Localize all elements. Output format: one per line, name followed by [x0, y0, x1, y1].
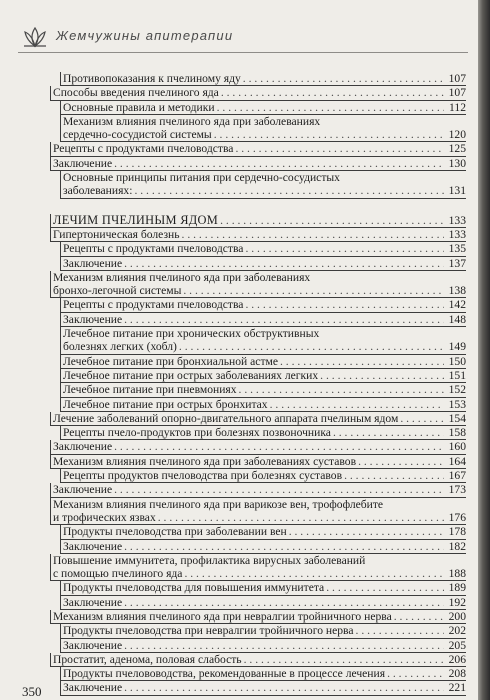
dot-leader: [124, 639, 444, 652]
toc-entry-title: Продукты пчелововодства, рекомендованные в процессе лечения: [63, 667, 386, 681]
toc-entry[interactable]: [60, 369, 466, 383]
toc-entry[interactable]: [50, 214, 466, 228]
toc-entry-title: Лечение заболеваний опорно-двигательного аппарата пчелиным ядом: [53, 411, 399, 425]
toc-entry-title: Заключение: [53, 483, 113, 497]
dot-leader: [124, 540, 444, 553]
toc-entry-page: 138: [448, 284, 466, 298]
dot-leader: [358, 455, 444, 468]
toc-entry[interactable]: [50, 157, 466, 171]
dot-leader: [245, 242, 444, 255]
toc-entry-title: Лечебное питание при бронхиальной астме: [63, 354, 278, 368]
dot-leader: [394, 610, 444, 623]
toc-entry-page: 221: [448, 681, 466, 695]
running-header-title: Жемчужины апитерапии: [56, 28, 234, 43]
toc-entry-page: 149: [448, 340, 466, 354]
dot-leader: [114, 157, 444, 170]
toc-entry-page: 173: [448, 483, 466, 497]
dot-leader: [124, 257, 444, 270]
toc-entry[interactable]: [60, 426, 466, 440]
toc-entry[interactable]: [60, 540, 466, 554]
toc-entry-page: 189: [448, 581, 466, 595]
dot-leader: [280, 355, 444, 368]
toc-entry[interactable]: [50, 610, 466, 624]
toc-entry[interactable]: [50, 554, 466, 582]
toc-entry-page: 142: [448, 298, 466, 312]
toc-entry[interactable]: [60, 171, 466, 199]
toc-entry-title: Заключение: [53, 156, 113, 170]
toc-entry-page: 178: [448, 525, 466, 539]
dot-leader: [243, 72, 444, 85]
toc-entry-title-line: Механизм влияния пчелиного яда при заболеваниях: [53, 270, 311, 284]
dot-leader: [333, 426, 444, 439]
toc-entry-page: 200: [448, 609, 466, 623]
toc-entry-page: 202: [448, 624, 466, 638]
toc-entry-title: Продукты пчеловодства при заболевании вен: [63, 525, 287, 539]
dot-leader: [124, 596, 444, 609]
dot-leader: [356, 624, 444, 637]
toc-entry-page: 205: [448, 638, 466, 652]
toc-entry[interactable]: [60, 313, 466, 327]
toc-entry[interactable]: [50, 483, 466, 497]
toc-entry-title: сердечно-сосудистой системы: [63, 128, 212, 142]
toc-entry-title: Противопоказания к пчелиному яду: [63, 72, 241, 85]
toc-entry[interactable]: [60, 327, 466, 355]
dot-leader: [344, 469, 444, 482]
toc-entry[interactable]: [50, 271, 466, 299]
dot-leader: [114, 440, 444, 453]
toc-entry-title: Механизм влияния пчелиного яда при заболеваниях суставов: [53, 454, 357, 468]
toc-entry-title: Основные правила и методики: [63, 100, 215, 114]
dot-leader: [114, 483, 444, 496]
dot-leader: [214, 128, 444, 141]
toc-entry[interactable]: [50, 228, 466, 242]
toc-entry-page: 192: [448, 595, 466, 609]
toc-entry-title: Рецепты с продуктами пчеловодства: [63, 298, 244, 312]
toc-entry-page: 133: [448, 227, 466, 241]
toc-entry-title: бронхо-легочной системы: [53, 284, 182, 298]
toc-entry[interactable]: [50, 498, 466, 526]
toc-entry-title: Заключение: [63, 312, 123, 326]
toc-entry-page: 120: [448, 128, 466, 142]
dot-leader: [124, 313, 444, 326]
dot-leader: [400, 412, 444, 425]
dot-leader: [245, 298, 444, 311]
toc-entry-page: 130: [448, 156, 466, 170]
dot-leader: [124, 681, 444, 694]
toc-entry-title-line: Механизм влияния пчелиного яда при заболеваниях: [63, 114, 321, 128]
section-heading: ЛЕЧИМ ПЧЕЛИНЫМ ЯДОМ: [53, 212, 219, 227]
dot-leader: [244, 653, 444, 666]
toc-entry-title-line: Лечебное питание при хронических обструктивных: [63, 327, 320, 341]
toc-entry-page: 164: [448, 454, 466, 468]
toc-entry-title: Заключение: [63, 256, 123, 270]
toc-entry[interactable]: [60, 624, 466, 638]
toc-entry[interactable]: [60, 298, 466, 312]
toc-entry-page: 188: [448, 567, 466, 581]
toc-entry-title: Способы введения пчелиного яда: [53, 86, 219, 100]
toc-entry-page: 208: [448, 667, 466, 681]
toc-entry-title: Продукты пчеловодства при невралгии тройничного нерва: [63, 624, 354, 638]
toc-entry-title: Лечебное питание при острых бронхитах: [63, 397, 268, 411]
dot-leader: [134, 184, 444, 197]
toc-entry-title: Продукты пчеловодства для повышения иммунитета: [63, 581, 325, 595]
running-header: [18, 26, 468, 48]
toc-entry[interactable]: [50, 653, 466, 667]
toc-entry[interactable]: [50, 440, 466, 454]
toc-entry-title: Рецепты с продуктами пчеловодства: [53, 142, 234, 156]
toc-entry-title-line: Основные принципы питания при сердечно-сосудистых: [63, 171, 340, 185]
toc-entry-page: 152: [448, 383, 466, 397]
dot-leader: [182, 228, 444, 241]
toc-entry[interactable]: [60, 681, 466, 695]
dot-leader: [270, 398, 444, 411]
toc-entry-title-line: Повышение иммунитета, профилактика вирусных заболеваний: [53, 553, 366, 567]
toc-entry[interactable]: [60, 242, 466, 256]
dot-leader: [158, 511, 444, 524]
toc-entry-title: и трофических язвах: [53, 510, 156, 524]
toc-entry-page: 151: [448, 368, 466, 382]
toc-entry-title: Лечебное питание при острых заболеваниях легких: [63, 368, 319, 382]
toc-entry-title: Заключение: [63, 638, 123, 652]
toc-entry[interactable]: [60, 383, 466, 397]
dot-leader: [179, 340, 444, 353]
toc-entry-page: 112: [449, 100, 466, 114]
dot-leader: [220, 214, 444, 227]
toc-entry-title: Лечебное питание при пневмониях: [63, 383, 237, 397]
toc-entry[interactable]: [60, 581, 466, 595]
toc-entry-title: Рецепты пчело-продуктов при болезнях позвоночника: [63, 426, 331, 440]
toc-entry-page: 125: [448, 142, 466, 156]
toc-entry[interactable]: [50, 455, 466, 469]
toc-entry-title: Рецепты продуктов пчеловодства при болезнях суставов: [63, 469, 343, 483]
toc-entry-page: 148: [448, 312, 466, 326]
dot-leader: [326, 581, 444, 594]
toc-entry-page: 182: [448, 539, 466, 553]
toc-entry[interactable]: [60, 639, 466, 653]
toc-entry-page: 206: [448, 652, 466, 666]
dot-leader: [217, 101, 444, 114]
toc-entry-title: с помощью пчелиного яда: [53, 567, 183, 581]
dot-leader: [184, 567, 444, 580]
dot-leader: [239, 383, 444, 396]
toc-entry[interactable]: [60, 398, 466, 412]
toc-entry[interactable]: [60, 525, 466, 539]
toc-entry[interactable]: [60, 355, 466, 369]
toc-entry-title: болезнях легких (хобл): [63, 340, 177, 354]
toc-entry[interactable]: [60, 115, 466, 143]
toc-entry-page: 137: [448, 256, 466, 270]
toc-entry[interactable]: [60, 72, 466, 86]
header-rule: [18, 52, 468, 53]
table-of-contents: [50, 72, 466, 696]
toc-entry-title: Заключение: [63, 681, 123, 695]
toc-entry-page: 158: [448, 426, 466, 440]
dot-leader: [183, 284, 444, 297]
toc-entry-page: 107: [448, 86, 466, 100]
toc-entry-page: 154: [448, 411, 466, 425]
page-number: 350: [22, 684, 42, 699]
toc-entry-title: Простатит, аденома, половая слабость: [53, 652, 242, 666]
toc-entry[interactable]: [60, 667, 466, 681]
toc-entry-page: 135: [448, 242, 466, 256]
toc-entry-page: 107: [448, 72, 466, 85]
toc-entry-page: 176: [448, 510, 466, 524]
toc-entry-title: Рецепты с продуктами пчеловодства: [63, 242, 244, 256]
lotus-ornament-icon: [22, 26, 48, 48]
toc-entry[interactable]: [60, 101, 466, 115]
toc-entry-title: Механизм влияния пчелиного яда при невралгии тройничного нерва: [53, 609, 392, 623]
toc-entry-title: Заключение: [63, 539, 123, 553]
page-edge-shadow: [478, 0, 490, 700]
toc-entry-title: Гипертоническая болезнь: [53, 227, 180, 241]
toc-entry-page: 133: [448, 213, 466, 227]
dot-leader: [387, 667, 444, 680]
toc-entry-title: Заключение: [63, 595, 123, 609]
dot-leader: [221, 86, 444, 99]
toc-entry-title: Заключение: [53, 440, 113, 454]
toc-entry-page: 167: [448, 469, 466, 483]
toc-entry[interactable]: [50, 142, 466, 156]
toc-entry[interactable]: [50, 86, 466, 100]
dot-leader: [320, 369, 444, 382]
toc-entry-page: 131: [448, 184, 466, 198]
dot-leader: [235, 142, 444, 155]
toc-entry-page: 153: [448, 397, 466, 411]
toc-entry[interactable]: [60, 257, 466, 271]
toc-entry[interactable]: [60, 596, 466, 610]
toc-entry[interactable]: [60, 469, 466, 483]
toc-entry-page: 150: [448, 354, 466, 368]
toc-entry[interactable]: [50, 412, 466, 426]
toc-entry-title-line: Механизм влияния пчелиного яда при варикозе вен, трофофлебите: [53, 497, 384, 511]
dot-leader: [289, 525, 444, 538]
toc-entry-title: заболеваниях:: [63, 184, 133, 198]
toc-entry-page: 160: [448, 440, 466, 454]
